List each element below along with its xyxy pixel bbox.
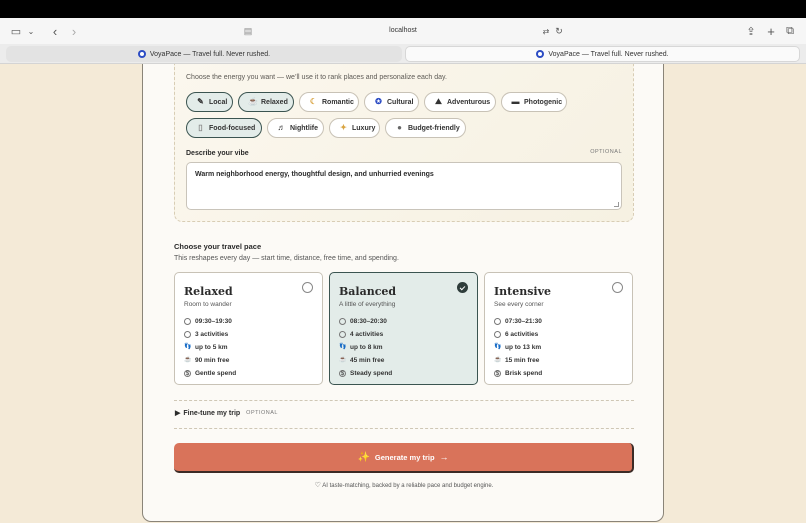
pace-name: Balanced: [339, 285, 397, 298]
pace-activities: [184, 331, 228, 338]
stat-value: 07:30–21:30: [505, 318, 542, 325]
chip-label: Cultural: [387, 98, 414, 106]
chip-relaxed[interactable]: [238, 92, 294, 112]
share-icon[interactable]: ⇪: [746, 25, 756, 38]
pace-free: [184, 357, 229, 364]
stat-value: 15 min free: [505, 357, 540, 364]
chip-luxury[interactable]: [329, 118, 380, 138]
pace-section-title: Choose your travel pace: [174, 242, 262, 251]
pace-desc: Room to wander: [184, 301, 232, 308]
stat-value: 3 activities: [195, 331, 229, 338]
optional-tag: OPTIONAL: [590, 149, 622, 155]
coffee-icon: ☕: [248, 97, 258, 106]
pace-free: [494, 357, 539, 364]
tab-overview-icon[interactable]: ⧉: [786, 24, 794, 37]
back-icon[interactable]: ‹: [52, 23, 58, 39]
chip-local[interactable]: [186, 92, 233, 112]
voyapace-favicon-icon: [138, 50, 146, 58]
stat-value: up to 13 km: [505, 344, 542, 351]
generate-label: Generate my trip: [374, 452, 435, 462]
chip-label: Luxury: [352, 124, 376, 132]
chip-label: Photogenic: [524, 98, 563, 106]
chevron-down-icon[interactable]: ⌄: [27, 26, 35, 36]
generate-trip-button[interactable]: [174, 443, 634, 473]
address-bar[interactable]: localhost: [389, 27, 417, 34]
stat-value: Brisk spend: [505, 370, 543, 377]
browser-toolbar: [0, 18, 806, 44]
pace-radio[interactable]: [302, 282, 313, 293]
stat-value: up to 5 km: [195, 344, 228, 351]
check-circle-icon: [339, 331, 346, 338]
pace-desc: See every corner: [494, 301, 544, 308]
translate-icon[interactable]: ⇄: [542, 26, 550, 36]
vibe-hint: Choose the energy you want — we’ll use it to rank places and personalize each day.: [186, 74, 447, 81]
disclosure-triangle-icon: ▶: [175, 410, 181, 417]
stat-value: 6 activities: [505, 331, 539, 338]
chip-label: Relaxed: [261, 98, 288, 106]
utensils-icon: ▯: [198, 123, 203, 132]
pin-icon: ✎: [197, 97, 204, 106]
footer-note: [143, 481, 665, 489]
footsteps-icon: 👣: [494, 344, 502, 350]
chip-label: Adventurous: [447, 98, 491, 106]
tab-strip: [0, 44, 806, 64]
cup-icon: ☕: [494, 357, 502, 363]
trip-form-card: [142, 64, 664, 522]
cup-icon: ☕: [184, 357, 192, 363]
tab-title: VoyaPace — Travel full. Never rushed.: [548, 50, 669, 58]
page-icon: ▤: [243, 25, 253, 36]
pace-spend: [494, 370, 542, 377]
forward-icon[interactable]: ›: [71, 23, 77, 39]
pace-distance: [184, 344, 228, 351]
pace-radio-checked[interactable]: [457, 282, 468, 293]
pace-desc: A little of everything: [339, 301, 396, 308]
pace-card-intensive[interactable]: [484, 272, 633, 385]
pace-card-balanced[interactable]: [329, 272, 478, 385]
pace-section-subtitle: This reshapes every day — start time, distance, free time, and spending.: [174, 255, 399, 262]
stat-value: Steady spend: [350, 370, 393, 377]
chip-food-focused[interactable]: [186, 118, 262, 138]
stat-value: 4 activities: [350, 331, 384, 338]
pace-activities: [494, 331, 538, 338]
pace-distance: [339, 344, 383, 351]
pace-name: Relaxed: [184, 285, 233, 298]
stat-value: Gentle spend: [195, 370, 237, 377]
chip-budget-friendly[interactable]: [385, 118, 466, 138]
mountain-icon: ⛰: [435, 97, 442, 106]
vibe-panel: [174, 64, 634, 222]
chip-adventurous[interactable]: [424, 92, 496, 112]
pace-activities: [339, 331, 383, 338]
heart-icon: ♡: [314, 482, 321, 489]
reload-icon[interactable]: ↻: [555, 25, 563, 36]
voyapace-favicon-icon: [536, 50, 544, 58]
divider: [174, 428, 634, 429]
stat-value: 90 min free: [195, 357, 230, 364]
optional-tag: OPTIONAL: [246, 410, 278, 416]
chip-label: Budget-friendly: [408, 124, 460, 132]
pace-card-relaxed[interactable]: [174, 272, 323, 385]
menu-bar: [0, 0, 806, 18]
chip-label: Nightlife: [290, 124, 318, 132]
chip-nightlife[interactable]: [267, 118, 324, 138]
pace-spend: [184, 370, 236, 377]
chip-photogenic[interactable]: [501, 92, 567, 112]
pace-name: Intensive: [494, 285, 551, 298]
chip-cultural[interactable]: [364, 92, 419, 112]
clock-icon: [494, 318, 501, 325]
chip-label: Food-focused: [209, 124, 256, 132]
pace-hours: [494, 318, 542, 325]
footer-text: AI taste-matching, backed by a reliable pace and budget engine.: [322, 483, 494, 489]
pace-spend: [339, 370, 392, 377]
camera-icon: ▬: [511, 97, 520, 106]
stat-value: 45 min free: [350, 357, 385, 364]
stat-value: 09:30–19:30: [195, 318, 232, 325]
arrow-right-icon: →: [439, 452, 449, 462]
stat-value: 08:30–20:30: [350, 318, 387, 325]
new-tab-icon[interactable]: +: [767, 23, 775, 39]
browser-tab-active[interactable]: [405, 46, 800, 62]
footsteps-icon: 👣: [339, 344, 347, 350]
moon-icon: ☾: [309, 97, 318, 106]
pace-free: [339, 357, 384, 364]
pace-distance: [494, 344, 541, 351]
describe-vibe-label: Describe your vibe: [186, 150, 249, 157]
sidebar-toggle-icon[interactable]: ▭: [10, 25, 22, 38]
browser-tab[interactable]: [6, 46, 402, 62]
vibe-textarea-value: Warm neighborhood energy, thoughtful design, and unhurried evenings: [195, 171, 434, 178]
stat-value: up to 8 km: [350, 344, 383, 351]
divider: [174, 400, 634, 401]
coin-icon: ●: [397, 123, 402, 132]
cup-icon: ☕: [339, 357, 347, 363]
chip-label: Romantic: [322, 98, 354, 106]
culture-icon: ✪: [375, 97, 382, 106]
check-circle-icon: [494, 331, 501, 338]
dollar-icon: $: [185, 371, 190, 377]
pace-hours: [184, 318, 232, 325]
pace-hours: [339, 318, 387, 325]
check-circle-icon: [184, 331, 191, 338]
sparkle-icon: ✨: [357, 451, 370, 463]
clock-icon: [184, 318, 191, 325]
pace-radio[interactable]: [612, 282, 623, 293]
resize-handle-icon[interactable]: [614, 202, 619, 207]
clock-icon: [339, 318, 346, 325]
fine-tune-label: Fine-tune my trip: [183, 409, 241, 417]
vibe-textarea[interactable]: [186, 162, 622, 210]
dollar-icon: $: [340, 371, 345, 377]
footsteps-icon: 👣: [184, 344, 192, 350]
chip-romantic[interactable]: [299, 92, 359, 112]
fine-tune-toggle[interactable]: [175, 409, 278, 417]
music-icon: ♬: [277, 123, 286, 132]
tab-title: VoyaPace — Travel full. Never rushed.: [149, 50, 271, 58]
chip-label: Local: [209, 98, 228, 106]
dollar-icon: $: [495, 371, 500, 377]
sparkle-icon: ✦: [340, 123, 347, 132]
